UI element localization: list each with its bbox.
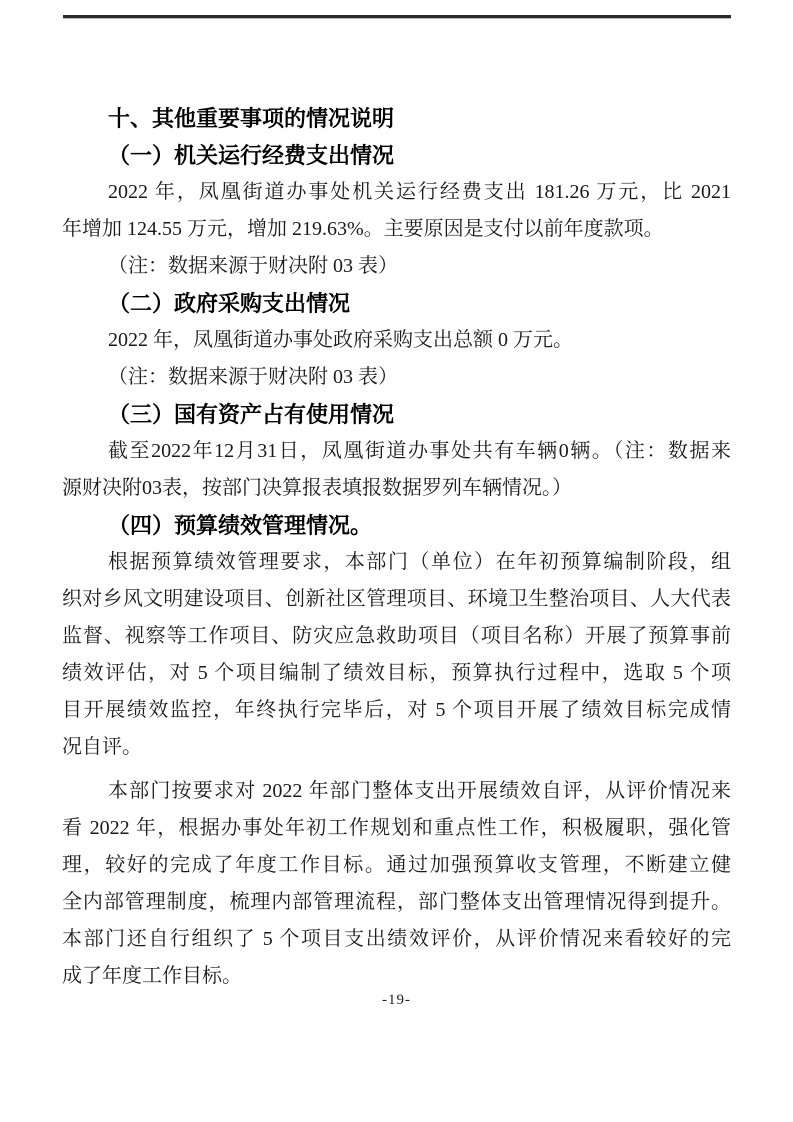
para-line: 源财决附03表，按部门决算报表填报数据罗列车辆情况。）	[62, 477, 572, 499]
para-line: 本部门按要求对 2022 年部门整体支出开展绩效自评，从评价情况来	[108, 780, 731, 802]
para-line: 理，较好的完成了年度工作目标。通过加强预算收支管理，不断建立健	[62, 854, 731, 876]
note-line: （注：数据来源于财决附 03 表）	[108, 366, 398, 388]
para-line: 根据预算绩效管理要求，本部门（单位）在年初预算编制阶段，组	[108, 551, 731, 573]
subsection-heading-1: （一）机关运行经费支出情况	[108, 143, 395, 168]
para-line: 全内部管理制度，梳理内部管理流程，部门整体支出管理情况得到提升。	[62, 891, 731, 913]
para-line: 况自评。	[62, 736, 142, 758]
subsection-heading-2: （二）政府采购支出情况	[108, 291, 351, 316]
para-line: 绩效评估，对 5 个项目编制了绩效目标，预算执行过程中，选取 5 个项	[62, 662, 731, 684]
para-line: 2022 年，凤凰街道办事处政府采购支出总额 0 万元。	[108, 329, 573, 351]
document-content	[62, 100, 731, 995]
para-line: 年增加 124.55 万元，增加 219.63%。主要原因是支付以前年度款项。	[62, 218, 664, 240]
para-line: 2022 年，凤凰街道办事处机关运行经费支出 181.26 万元，比 2021	[108, 181, 731, 203]
para-line: 本部门还自行组织了 5 个项目支出绩效评价，从评价情况来看较好的完	[62, 928, 731, 950]
page-number: -19-	[382, 992, 411, 1008]
para-line: 成了年度工作目标。	[62, 965, 242, 987]
header-rule	[63, 15, 731, 19]
para-line: 织对乡风文明建设项目、创新社区管理项目、环境卫生整治项目、人大代表	[62, 588, 731, 610]
section-heading: 十、其他重要事项的情况说明	[108, 106, 395, 131]
para-line: 目开展绩效监控，年终执行完毕后，对 5 个项目开展了绩效目标完成情	[62, 699, 731, 721]
subsection-heading-4: （四）预算绩效管理情况。	[108, 513, 373, 538]
subsection-heading-3: （三）国有资产占有使用情况	[108, 402, 395, 427]
para-line: 看 2022 年，根据办事处年初工作规划和重点性工作，积极履职，强化管	[62, 817, 731, 839]
note-line: （注：数据来源于财决附 03 表）	[108, 255, 398, 277]
para-line: 监督、视察等工作项目、防灾应急救助项目（项目名称）开展了预算事前	[62, 625, 731, 647]
para-line: 截至2022年12月31日，凤凰街道办事处共有车辆0辆。（注：数据来	[108, 440, 731, 462]
